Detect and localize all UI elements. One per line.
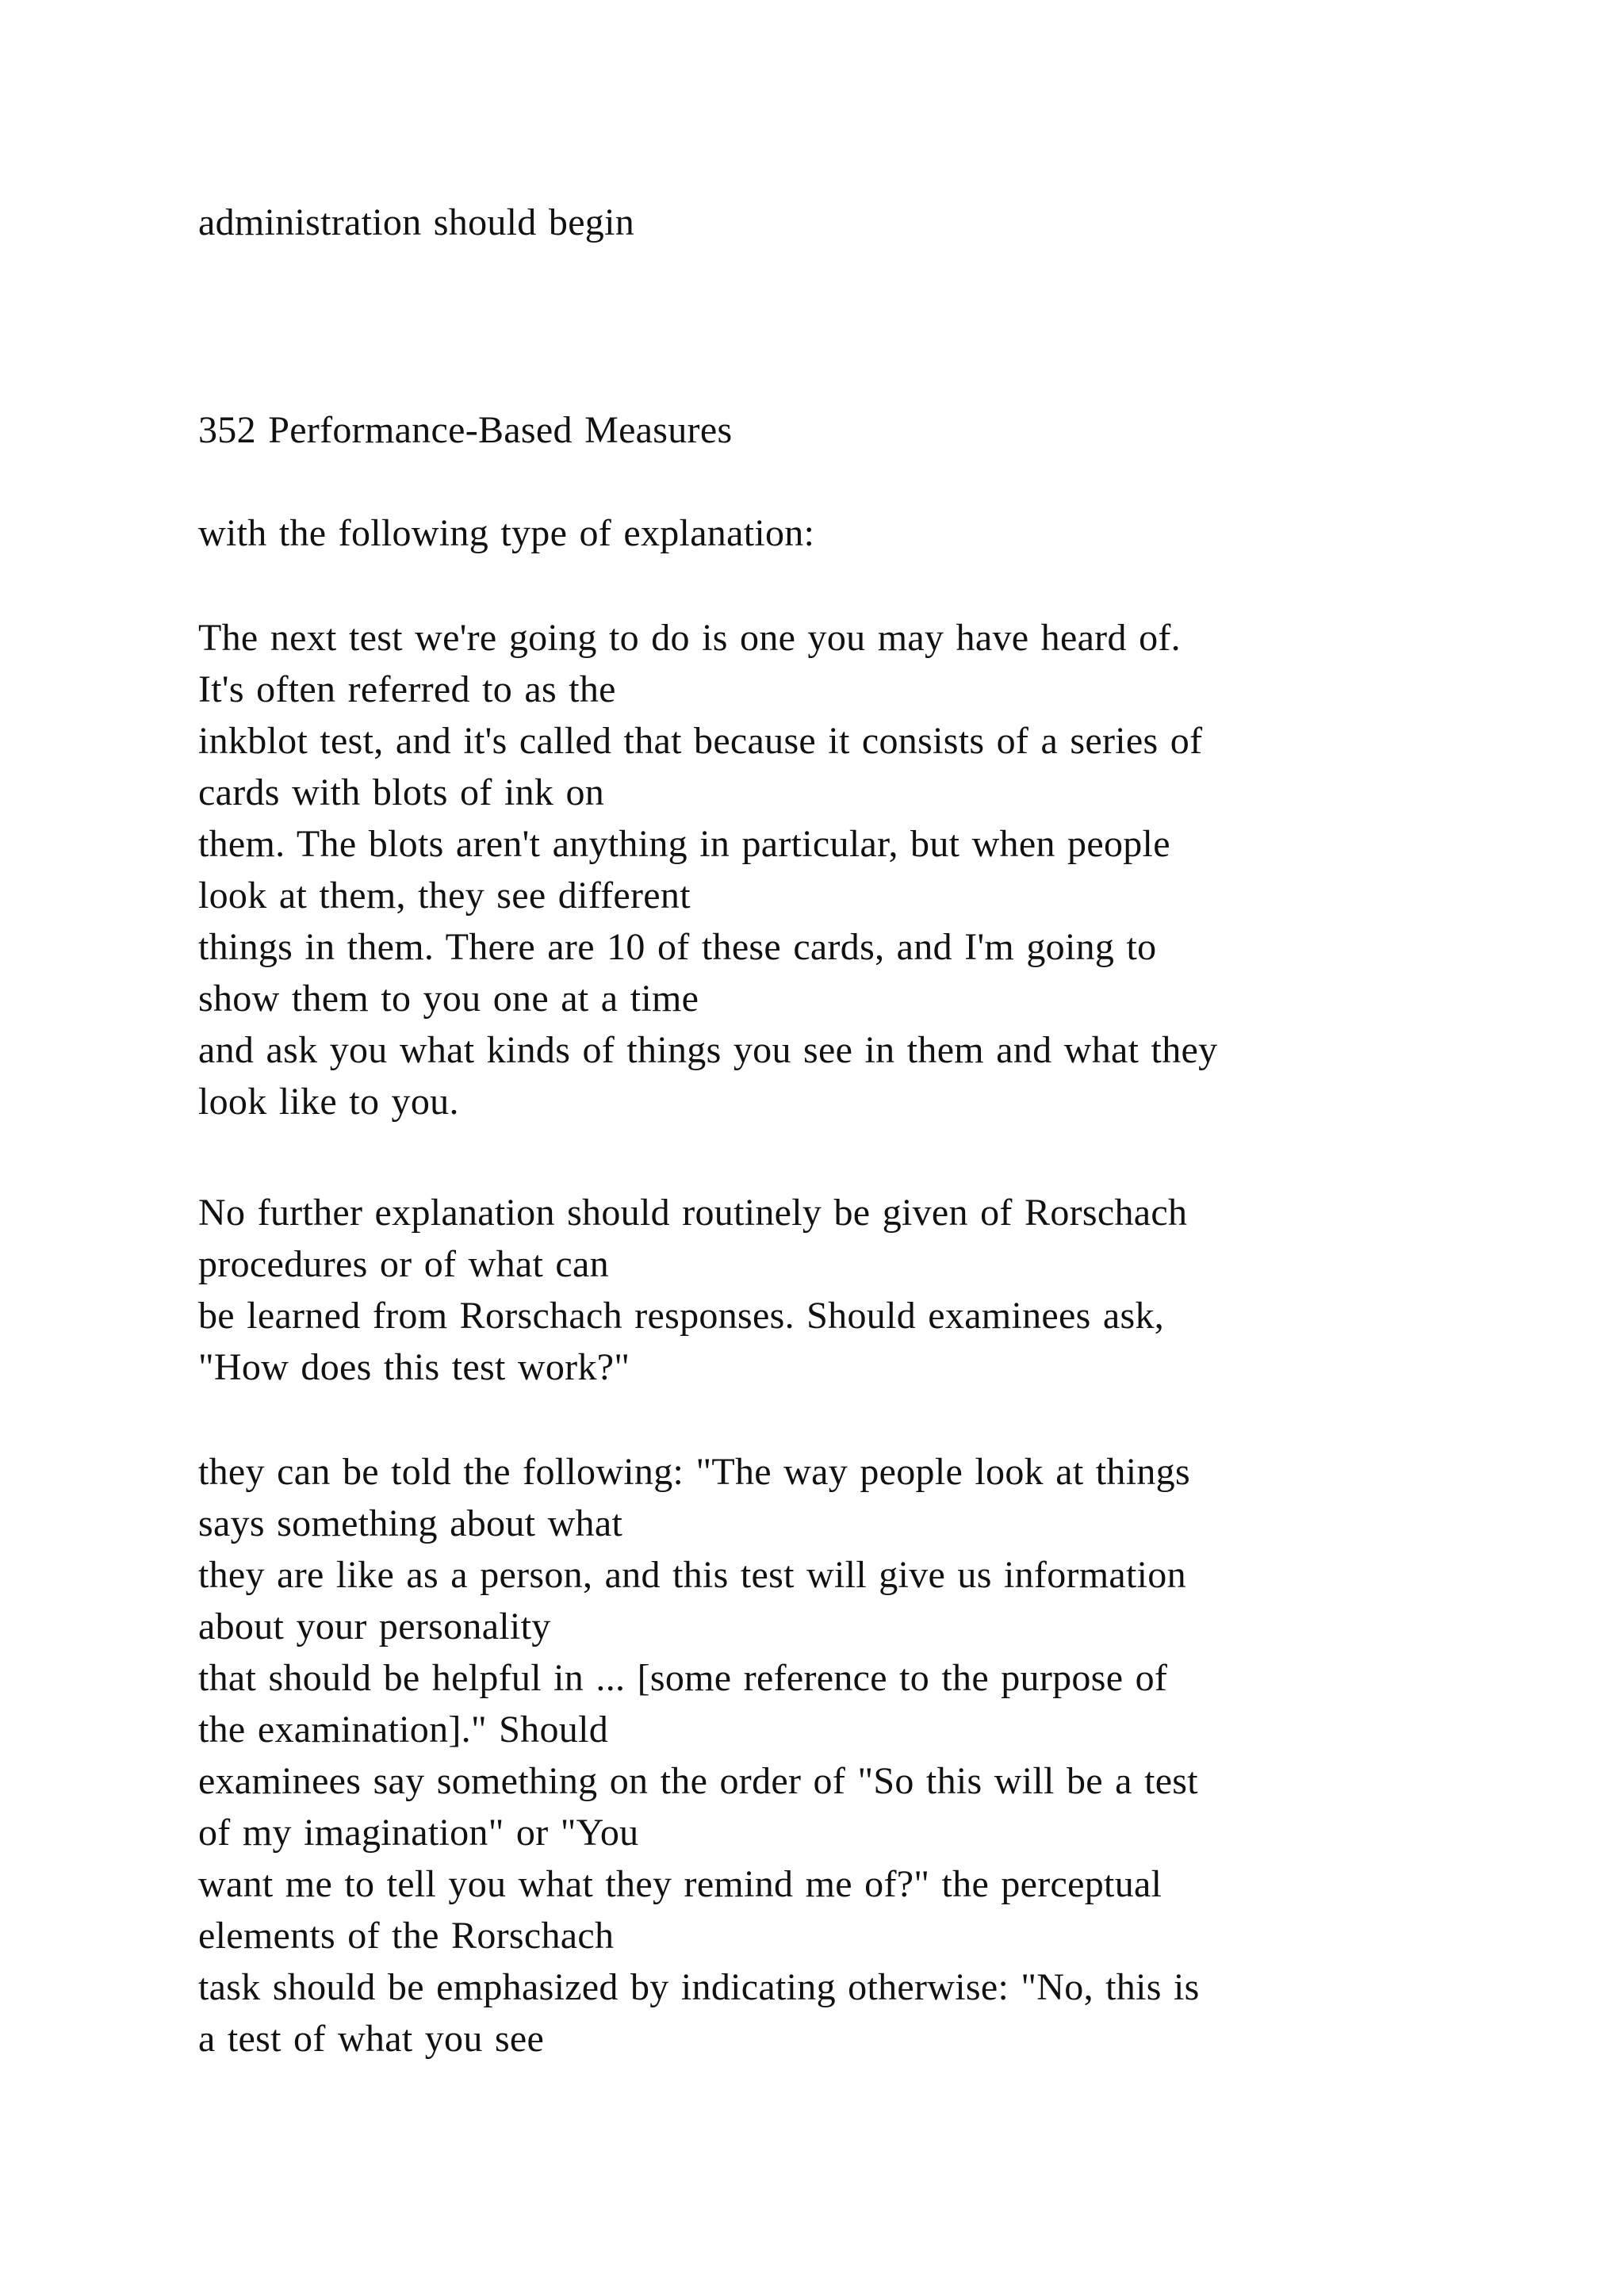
text-line: cards with blots of ink on — [198, 771, 605, 813]
text-line: them. The blots aren't anything in particular, but when people — [198, 823, 1170, 865]
text-line: things in them. There are 10 of these cards, and I'm going to — [198, 926, 1157, 968]
paragraph-intro — [198, 507, 1435, 559]
text-line: inkblot test, and it's called that because it consists of a series of — [198, 720, 1203, 762]
text-line: they can be told the following: "The way people look at things — [198, 1451, 1190, 1493]
text-line: says something about what — [198, 1502, 623, 1544]
text-line: examinees say something on the order of "So this will be a test — [198, 1760, 1198, 1802]
text-line: administration should begin — [198, 201, 635, 243]
paragraph-no-further-explanation — [198, 1187, 1435, 1393]
paragraph-inkblot-explanation — [198, 612, 1435, 1127]
text-line: and ask you what kinds of things you see in them and what they — [198, 1029, 1218, 1071]
running-header — [198, 404, 1435, 456]
text-line: a test of what you see — [198, 2018, 545, 2060]
text-line: show them to you one at a time — [198, 978, 699, 1020]
text-line: the examination]." Should — [198, 1709, 609, 1751]
text-line: they are like as a person, and this test will give us information — [198, 1554, 1186, 1596]
text-line: about your personality — [198, 1605, 551, 1647]
text-line: procedures or of what can — [198, 1243, 609, 1285]
text-line: with the following type of explanation: — [198, 512, 815, 554]
text-line: want me to tell you what they remind me of?" the perceptual — [198, 1863, 1162, 1905]
paragraph-how-test-works — [198, 1446, 1435, 2064]
page-header-line: 352 Performance-Based Measures — [198, 409, 733, 451]
text-line: of my imagination" or "You — [198, 1812, 639, 1854]
text-line: No further explanation should routinely be given of Rorschach — [198, 1192, 1188, 1234]
text-line: that should be helpful in ... [some reference to the purpose of — [198, 1657, 1168, 1699]
text-line: be learned from Rorschach responses. Should examinees ask, — [198, 1295, 1165, 1337]
paragraph-fragment-top — [198, 197, 1435, 248]
text-line: look like to you. — [198, 1081, 459, 1123]
text-line: elements of the Rorschach — [198, 1915, 615, 1957]
text-line: The next test we're going to do is one you may have heard of. — [198, 617, 1181, 659]
text-line: "How does this test work?" — [198, 1346, 630, 1388]
text-line: look at them, they see different — [198, 874, 691, 916]
text-line: task should be emphasized by indicating otherwise: "No, this is — [198, 1966, 1200, 2008]
text-line: It's often referred to as the — [198, 668, 616, 710]
